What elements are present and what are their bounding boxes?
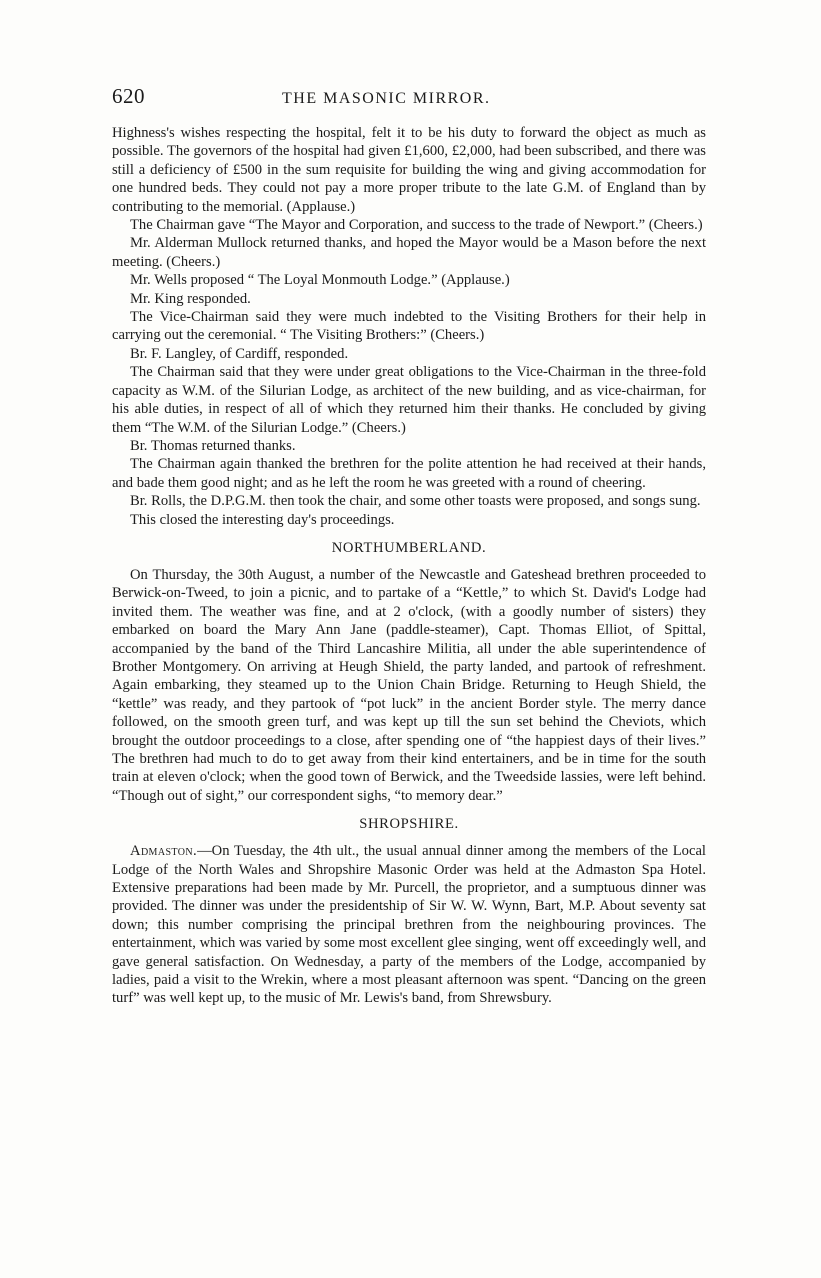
paragraph: Br. Thomas returned thanks. — [130, 437, 296, 454]
paragraph: The Chairman again thanked the brethren for the polite attention he had received at their hands, and bade them good night; and as he left the room he was greeted with a round of cheering. — [112, 456, 706, 491]
paragraph-text: —On Tuesday, the 4th ult., the usual annual dinner among the members of the Local Lodge of the North Wales and Shropshire Masonic Order was held at the Admaston Spa Hotel. Extensive preparations had been made by Mr. Purcell, the proprietor, and a sumptuous dinner was provided. The dinner was under the presidentship of Sir W. W. Wynn, Bart, M.P. About seventy sat down; this number comprising the principal brethren from the neighbouring provinces. The entertainment, which was varied by some most excellent glee singing, went off exceedingly well, and gave general satisfaction. On Wednesday, a party of the members of the Lodge, accompanied by ladies, paid a visit to the Wrekin, where a most pleasant afternoon was spent. “Dancing on the green turf” was well kept up, to the music of Mr. Lewis's band, from Shrewsbury. — [112, 843, 706, 1007]
paragraph: Highness's wishes respecting the hospital, felt it to be his duty to forward the object as much as possible. The governors of the hospital had given £1,600, £2,000, had been subscribed, and there was still a deficiency of £500 in the sum requisite for building the wing and giving accommodation for one hundred beds. They could not pay a more proper tribute to the late G.M. of England than by contributing to the memorial. (Applause.) — [112, 125, 706, 215]
paragraph: Mr. Alderman Mullock returned thanks, and hoped the Mayor would be a Mason before the next meeting. (Cheers.) — [112, 235, 706, 270]
section-heading-shropshire: SHROPSHIRE. — [359, 816, 459, 833]
section-newport — [112, 124, 706, 529]
paragraph: Br. Rolls, the D.P.G.M. then took the chair, and some other toasts were proposed, and songs sung. — [130, 493, 701, 510]
paragraph: The Chairman gave “The Mayor and Corporation, and success to the trade of Newport.” (Cheers.) — [130, 217, 703, 234]
page — [112, 84, 706, 1008]
paragraph: The Chairman said that they were under great obligations to the Vice-Chairman in the three-fold capacity as W.M. of the Silurian Lodge, as architect of the new building, and as vice-chairman, for his able duties, in respect of all of which they returned him their thanks. He concluded by giving them “The W.M. of the Silurian Lodge.” (Cheers.) — [112, 364, 706, 436]
running-title: THE MASONIC MIRROR. — [282, 90, 491, 107]
running-header — [112, 84, 706, 124]
section-heading-northumberland: NORTHUMBERLAND. — [331, 539, 487, 556]
section-shropshire — [112, 842, 706, 1008]
section-northumberland — [112, 566, 706, 805]
paragraph: Mr. King responded. — [130, 290, 251, 307]
run-in-heading: Admaston. — [130, 843, 198, 860]
page-number: 620 — [112, 84, 145, 108]
paragraph: Mr. Wells proposed “ The Loyal Monmouth Lodge.” (Applause.) — [130, 272, 510, 289]
paragraph — [112, 842, 706, 1008]
paragraph: On Thursday, the 30th August, a number of the Newcastle and Gateshead brethren proceeded to Berwick-on-Tweed, to join a picnic, and to partake of a “Kettle,” to which St. David's Lodge had invited them. The weather was fine, and at 2 o'clock, (with a goodly number of sisters) they embarked on board the Mary Ann Jane (paddle-steamer), Capt. Thomas Elliot, of Spittal, accompanied by the band of the Third Lancashire Militia, all under the able superintendence of Brother Montgomery. On arriving at Heugh Shield, the party landed, and partook of refreshment. Again embarking, they steamed up to the Union Chain Bridge. Returning to Heugh Shield, the “kettle” was ready, and they partook of “pot luck” in the ancient Border style. The merry dance followed, on the smooth green turf, and was kept up till the sun set behind the Cheviots, which brought the outdoor proceedings to a close, after spending one of “the happiest days of their lives.” The brethren had much to do to get away from their kind entertainers, and be in time for the south train at eleven o'clock; when the good town of Berwick, and the Tweedside lassies, were left behind. “Though out of sight,” our correspondent sighs, “to memory dear.” — [112, 566, 706, 804]
paragraph: The Vice-Chairman said they were much indebted to the Visiting Brothers for their help in carrying out the ceremonial. “ The Visiting Brothers:” (Cheers.) — [112, 309, 706, 344]
paragraph: Br. F. Langley, of Cardiff, responded. — [130, 345, 349, 362]
paragraph: This closed the interesting day's proceedings. — [130, 511, 395, 528]
